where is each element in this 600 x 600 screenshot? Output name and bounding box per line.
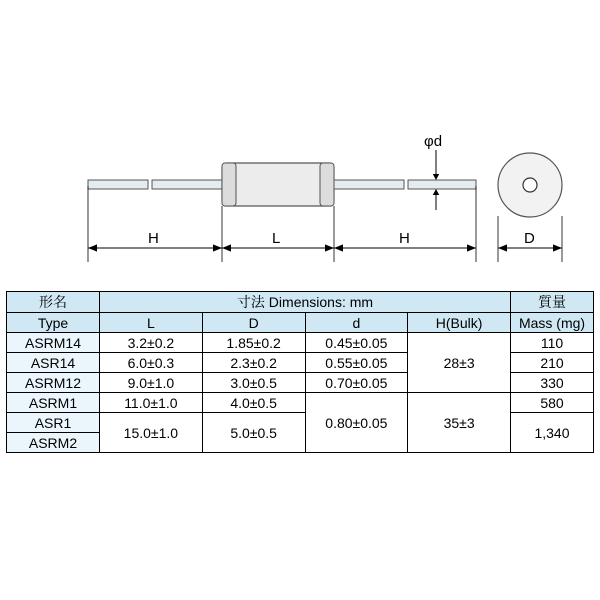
end-view [498,153,562,217]
cell-d: 3.0±0.5 [202,373,305,393]
cell-h: 35±3 [408,393,511,453]
header-col-d-small: d [305,313,408,333]
header-dimensions: 寸法 Dimensions: mm [100,292,511,313]
table-row [7,393,594,413]
cell-d: 2.3±0.2 [202,353,305,373]
dimension-h-left-label: H [148,230,159,247]
cell-l: 6.0±0.3 [100,353,203,373]
cell-type: ASRM12 [7,373,100,393]
cell-d-small: 0.80±0.05 [305,393,408,453]
dimension-d-label: D [524,230,535,247]
header-mass-en: Mass (mg) [511,313,594,333]
cell-d: 5.0±0.5 [202,413,305,453]
header-col-h: H(Bulk) [408,313,511,333]
cell-l: 11.0±1.0 [100,393,203,413]
cell-h: 28±3 [408,333,511,393]
header-type-jp: 形名 [7,292,100,313]
cell-d: 4.0±0.5 [202,393,305,413]
cell-d-small: 0.55±0.05 [305,353,408,373]
header-mass-jp: 質量 [511,292,594,313]
cell-d: 1.85±0.2 [202,333,305,353]
cell-l: 9.0±1.0 [100,373,203,393]
cell-d-small: 0.70±0.05 [305,373,408,393]
table-row [7,333,594,353]
cell-mass: 110 [511,333,594,353]
cell-d-small: 0.45±0.05 [305,333,408,353]
table-header-row-1 [7,292,594,313]
lead-right [334,180,476,189]
table-header-row-2 [7,313,594,333]
header-col-d: D [202,313,305,333]
phi-d-label: φd [424,133,443,150]
cell-type: ASR1 [7,413,100,433]
cell-l: 3.2±0.2 [100,333,203,353]
cell-mass: 1,340 [511,413,594,453]
cell-mass: 580 [511,393,594,413]
lead-left [88,180,222,189]
cell-type: ASRM14 [7,333,100,353]
header-type-en: Type [7,313,100,333]
dimension-h-right-label: H [399,230,410,247]
cell-type: ASR14 [7,353,100,373]
dimension-l-label: L [272,230,281,247]
dimensions-table [6,291,594,453]
cell-mass: 210 [511,353,594,373]
resistor-body [222,163,334,206]
cell-type: ASRM2 [7,433,100,453]
resistor-dimension-drawing [0,0,600,290]
cell-mass: 330 [511,373,594,393]
cell-l: 15.0±1.0 [100,413,203,453]
cell-type: ASRM1 [7,393,100,413]
header-col-l: L [100,313,203,333]
